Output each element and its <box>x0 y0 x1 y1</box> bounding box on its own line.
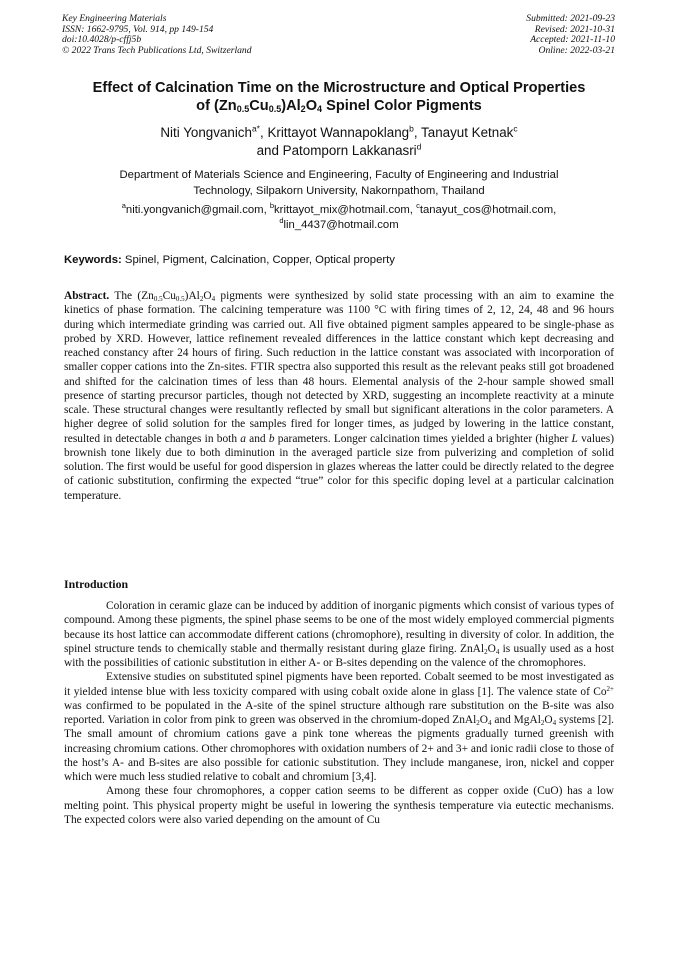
authors-line-2: and Patomporn Lakkanasri$^d$ <box>256 141 422 158</box>
keywords-label: Keywords: <box>64 254 122 266</box>
emails-line-1: $^a$niti.yongvanich@gmail.com, $^b$krittayot_mix@hotmail.com, $^c$tanayut_cos@hotmail.com, <box>121 201 557 216</box>
introduction-body <box>64 599 614 827</box>
dates-info <box>526 14 615 56</box>
intro-paragraph-3: Among these four chromophores, a copper cation seems to be different as copper oxide (CuO) has a low melting point. This physical property might be useful in lowering the synthesis temperature via eutectic mechanisms. The expected colors were also varied depending on the amount of Cu <box>64 785 614 826</box>
title-line-1: Effect of Calcination Time on the Microstructure and Optical Properties <box>92 80 586 96</box>
keywords <box>64 253 624 267</box>
intro-paragraph-2: Extensive studies on substituted spinel pigments have been reported. Cobalt seemed to be most investigated as it yielded intense blue with less toxicity compared with using cobalt oxide alone in glass [1]. The valence state of $Co^{2+}$ was confirmed to be populated in the A-site of the spinel structure although rare substitution on the B-site was also reported. Variation in color from pink to green was observed in the chromium-doped $ZnAl_2O_4$ and $MgAl_2O_4$ systems [2]. The small amount of chromium cations gave a pink tone whereas the pigments gradually turned greenish with increasing chromium cations. Other chromophores with oxidation numbers of 2+ and 3+ and ionic radii close to those of the host’s A- and B-sites are also possible for cationic substitution. They include manganese, iron, nickel and copper which were much less studied relative to cobalt and chromium [3,4]. <box>64 671 615 783</box>
journal-name: Key Engineering Materials <box>62 13 167 24</box>
journal-info <box>62 14 252 56</box>
affiliation-line-2: Technology, Silpakorn University, Nakornpathom, Thailand <box>193 184 485 197</box>
revised-date: Revised: 2021-10-31 <box>534 23 615 35</box>
abstract-label: Abstract. <box>64 290 110 302</box>
affiliation-line-1: Department of Materials Science and Engineering, Faculty of Engineering and Industrial <box>119 169 559 181</box>
copyright: © 2022 Trans Tech Publications Ltd, Switzerland <box>62 44 252 56</box>
issn: ISSN: 1662-9795, Vol. 914, pp 149-154 <box>62 23 214 35</box>
doi: doi:10.4028/p-cffj5b <box>62 34 142 46</box>
author-list <box>40 124 638 160</box>
intro-paragraph-1: Coloration in ceramic glaze can be induced by addition of inorganic pigments which consist of various types of compound. Among these pigments, the spinel phase seems to be one of the most widely employed commercial pigments because its host lattice can accommodate different cations (chromophore), resulting in diversity of color. In addition, the spinel structure tends to chemically stable and thermally resistant during glaze firing. $ZnAl_2O_4$ is usually used as a host with the possibilities of cationic substitution in either A- or B-sites depending on the valence of the chromophores. <box>64 600 614 669</box>
paper-title <box>40 80 638 115</box>
submitted-date: Submitted: 2021-09-23 <box>526 13 615 24</box>
abstract: Abstract. The $(Zn_{0.5}Cu_{0.5})Al_2O_4$ pigments were synthesized by solid state processing with an aim to examine the kinetics of phase formation. The calcining temperature was 1100 °C with firing times of 2, 12, 24, 48 and 96 hours during which intermediate grinding was carried out. All five obtained pigment samples appeared to be single-phase as probed by XRD. However, lattice refinement revealed differences in the lattice constant which kept decreasing and reached constancy after 24 hours of firing. Such reduction in the lattice constant was associated with incorporation of smaller copper cations into the Zn-sites. FTIR spectra also supported this result as the relevant peaks still got broadened and shifted for the calcination times of less than 48 hours. Elemental analysis of the 2-hour sample showed small presence of starting precursor particles, though not detected by XRD, suggesting an incomplete reactivity at a minute scale. These structural changes were resultantly reflected by small but significant alterations in the color parameters. A higher degree of solid solution for the samples fired for longer times, as judged by lowering in the lattice constant, resulted in detectable changes in both a and b parameters. Longer calcination times yielded a brighter (higher L values) brownish tone likely due to both diminution in the averaged particle size from pulverizing and completion of solid solution. The first would be useful for good dispersion in glazes whereas the latter could be directly related to the degree of cationic substitution, confirming the expected “true” color for this specific doping level at a particular calcination temperature. <box>64 290 614 502</box>
title-line-2: of $(Zn_{0.5}Cu_{0.5})Al_2O_4$ Spinel Color Pigments <box>196 97 482 114</box>
accepted-date: Accepted: 2021-11-10 <box>530 34 615 46</box>
keywords-text: Spinel, Pigment, Calcination, Copper, Optical property <box>121 254 395 266</box>
authors-line-1: Niti Yongvanich$^{a*}$, Krittayot Wannapoklang$^b$, Tanayut Ketnak$^c$ <box>160 123 518 140</box>
affiliation <box>50 168 628 199</box>
online-date: Online: 2022-03-21 <box>538 44 615 56</box>
author-emails <box>50 203 628 232</box>
emails-line-2: $^d$lin_4437@hotmail.com <box>279 215 399 231</box>
introduction-heading: Introduction <box>64 577 129 591</box>
